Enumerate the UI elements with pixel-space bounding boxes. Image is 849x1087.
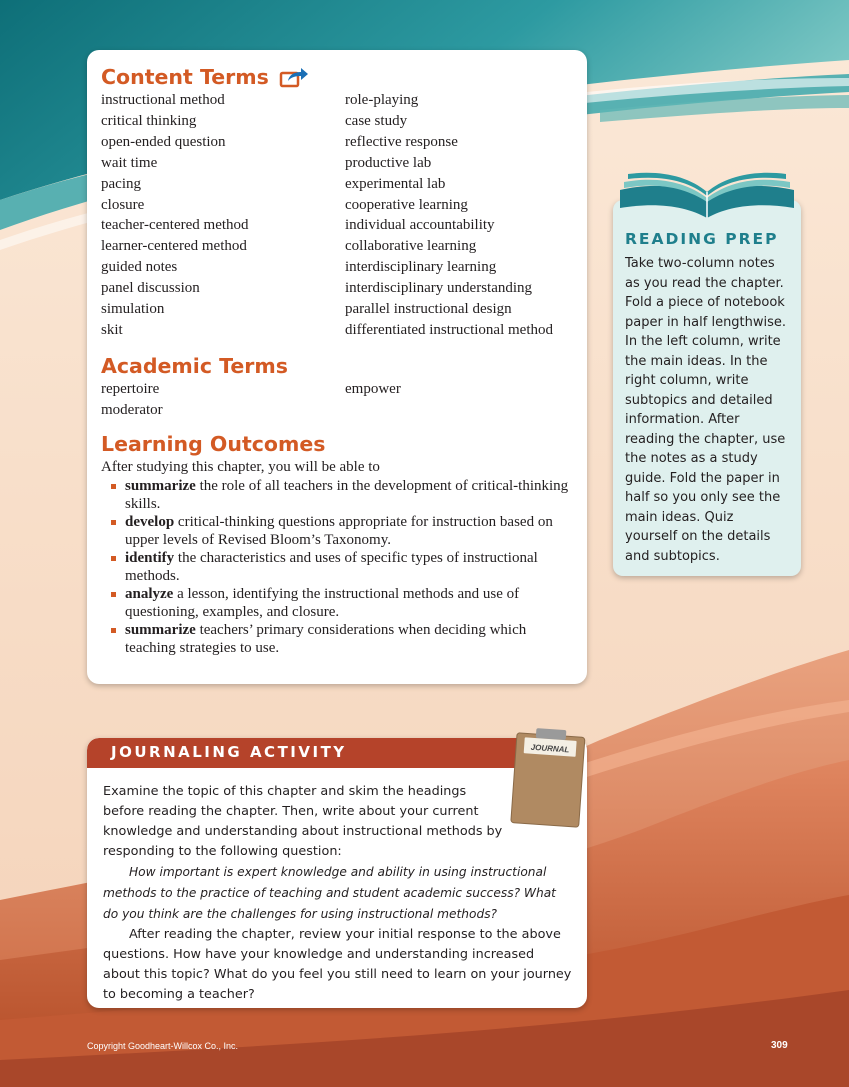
journaling-paragraph-1: Examine the topic of this chapter and skim the headings before reading the chapter. Then, write about your current knowledge and understanding about instructional methods by responding to the following question:	[103, 784, 503, 859]
content-terms-title: Content Terms	[101, 65, 269, 89]
academic-terms-title: Academic Terms	[101, 353, 288, 378]
learning-outcomes-intro: After studying this chapter, you will be able to	[101, 458, 380, 475]
term: pacing	[101, 175, 141, 192]
bullet-icon	[111, 484, 116, 489]
journaling-body	[103, 782, 573, 1005]
content-card	[87, 50, 587, 684]
term: critical thinking	[101, 112, 197, 129]
learning-outcomes-list	[111, 477, 573, 657]
open-book-icon	[616, 168, 798, 224]
bullet-icon	[111, 628, 116, 633]
share-icon[interactable]	[279, 66, 309, 88]
term: teacher-centered method	[101, 217, 249, 234]
term: collaborative learning	[345, 238, 477, 255]
term: differentiated instructional method	[345, 321, 553, 338]
reading-prep-card	[613, 200, 801, 576]
journaling-question: How important is expert knowledge and ability in using instructional methods to the practice of teaching and student academic success? What do you think are the challenges for using instructional methods?	[103, 865, 556, 921]
bullet-icon	[111, 556, 116, 561]
learning-outcomes-title: Learning Outcomes	[101, 431, 326, 456]
term: cooperative learning	[345, 196, 468, 213]
page-number: 309	[771, 1040, 788, 1051]
term: case study	[345, 112, 408, 129]
content-terms-list	[101, 90, 573, 341]
learning-outcomes-heading	[101, 431, 573, 457]
reading-prep-body: Take two-column notes as you read the chapter. Fold a piece of notebook paper in half lengthwise. In the left column, write the main ideas. In the right column, write subtopics and detailed information. After reading the chapter, use the notes as a study guide. Fold the paper in half so you only see the main ideas. Quiz yourself on the details and subtopics.	[625, 256, 787, 564]
outcome-item: summarize teachers’ primary considerations when deciding which teaching strategies to use.	[111, 621, 573, 657]
term: wait time	[101, 154, 158, 171]
academic-terms-heading	[101, 353, 573, 379]
outcome-item: summarize the role of all teachers in the development of critical-thinking skills.	[111, 477, 573, 513]
term: panel discussion	[101, 280, 200, 297]
term: productive lab	[345, 154, 432, 171]
term: repertoire	[101, 380, 160, 397]
term: reflective response	[345, 133, 458, 150]
term: interdisciplinary understanding	[345, 280, 533, 297]
term: simulation	[101, 301, 165, 318]
term: experimental lab	[345, 175, 446, 192]
bullet-icon	[111, 520, 116, 525]
journal-clipboard-icon	[508, 727, 588, 829]
copyright-text: Copyright Goodheart-Willcox Co., Inc.	[87, 1041, 239, 1051]
term: individual accountability	[345, 217, 495, 234]
term: empower	[345, 380, 401, 397]
term: moderator	[101, 401, 163, 418]
outcome-item: identify the characteristics and uses of specific types of instructional methods.	[111, 549, 573, 585]
content-terms-heading	[101, 64, 573, 90]
term: interdisciplinary learning	[345, 259, 497, 276]
term: instructional method	[101, 92, 225, 108]
bullet-icon	[111, 592, 116, 597]
term: open-ended question	[101, 133, 226, 150]
term: parallel instructional design	[345, 301, 512, 318]
reading-prep-title: READING PREP	[625, 230, 779, 248]
term: skit	[101, 321, 123, 338]
journaling-title: JOURNALING ACTIVITY	[111, 743, 347, 761]
outcome-item: analyze a lesson, identifying the instructional methods and use of questioning, examples, and closure.	[111, 585, 573, 621]
clipboard-label: JOURNAL	[530, 742, 570, 755]
journaling-paragraph-2: After reading the chapter, review your initial response to the above questions. How have your knowledge and understanding increased about this topic? What do you feel you still need to learn on your journey to becoming a teacher?	[103, 927, 572, 1002]
term: closure	[101, 196, 145, 213]
term: learner-centered method	[101, 238, 247, 255]
term: role-playing	[345, 92, 419, 108]
outcome-item: develop critical-thinking questions appropriate for instruction based on upper levels of Revised Bloom’s Taxonomy.	[111, 513, 573, 549]
academic-terms-list	[101, 379, 573, 421]
term: guided notes	[101, 259, 178, 276]
